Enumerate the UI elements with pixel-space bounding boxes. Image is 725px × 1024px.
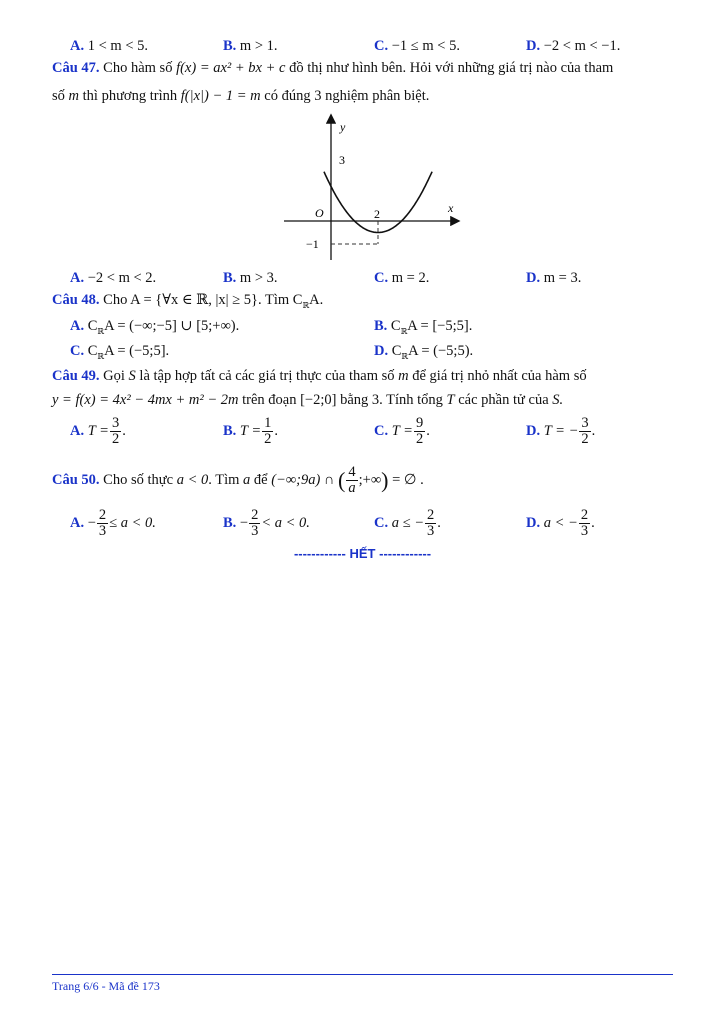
q50-line: Câu 50. Cho số thực a < 0. Tìm a để (−∞;9a) ∩ ( $\frac{4}{a}$ ;+∞) = ∅ . [52,464,424,497]
origin-label: O [315,206,324,220]
y-axis-label: y [340,120,346,134]
q49-line2: y = f(x) = 4x² − 4mx + m² − 2m trên đoạn [−2;0] bằng 3. Tính tổng T các phần tử của S. [52,392,564,408]
q49-option-b: B. T = $\frac{1}{2}$ . [223,415,279,447]
q47-option-a: A. −2 < m < 2. [70,270,157,286]
q46-option-a: A. 1 < m < 5. [70,38,148,54]
q46-option-c: C. −1 ≤ m < 5. [374,38,460,54]
q47-label: Câu 47. [52,60,100,76]
x-tick-2: 2 [374,207,380,221]
end-marker: ------------ HẾT ------------ [293,546,432,561]
q49-line1: Câu 49. Gọi S là tập hợp tất cả các giá trị thực của tham số m để giá trị nhỏ nhất của hàm số [52,368,587,384]
q47-graph [280,110,470,270]
min-label: −1 [306,237,319,251]
q48-option-b: B. $C_ℝA$ = [−5;5]. [374,318,473,336]
q50-label: Câu 50. [52,472,100,488]
page-footer: Trang 6/6 - Mã đề 173 [52,979,160,993]
q46-option-b: B. m > 1. [223,38,278,54]
y-tick-3: 3 [339,153,345,167]
q48-line: Câu 48. Cho A = {∀x ∈ ℝ, |x| ≥ 5}. Tìm $C_ℝA$. [52,292,324,310]
q50-option-c: C. a ≤ − $\frac{2}{3}$ . [374,507,441,539]
q49-option-c: C. T = $\frac{9}{2}$ . [374,415,430,447]
x-axis-label: x [448,201,454,215]
q47-equation: f(|x|) − 1 = m [180,88,261,104]
q49-option-a: A. T = $\frac{3}{2}$ . [70,415,126,447]
q49-option-d: D. T = − $\frac{3}{2}$ . [526,415,596,447]
q48-label: Câu 48. [52,292,100,308]
q46-option-d: D. −2 < m < −1. [526,38,621,54]
q47-option-d: D. m = 3. [526,270,582,286]
q48-option-a: A. $C_ℝA$ = (−∞;−5] ∪ [5;+∞). [70,318,240,336]
q47-option-b: B. m > 3. [223,270,278,286]
q50-option-d: D. a < − $\frac{2}{3}$ . [526,507,595,539]
q49-label: Câu 49. [52,368,100,384]
q50-option-b: B. − $\frac{2}{3}$ < a < 0. [223,507,310,539]
q48-option-d: D. $C_ℝA$ = (−5;5). [374,343,474,361]
q47-line1: Câu 47. Cho hàm số f(x) = ax² + bx + c đồ thị như hình bên. Hỏi với những giá trị nào của tham [52,60,614,76]
footer-rule [52,974,673,975]
q47-line2: số m thì phương trình f(|x|) − 1 = m có đúng 3 nghiệm phân biệt. [52,88,430,104]
q47-option-c: C. m = 2. [374,270,430,286]
q50-option-a: A. − $\frac{2}{3}$ ≤ a < 0. [70,507,156,539]
q49-function: y = f(x) = 4x² − 4mx + m² − 2m [52,392,239,408]
q47-function: f(x) = ax² + bx + c [176,60,286,76]
q48-option-c: C. $C_ℝA$ = (−5;5]. [70,343,170,361]
